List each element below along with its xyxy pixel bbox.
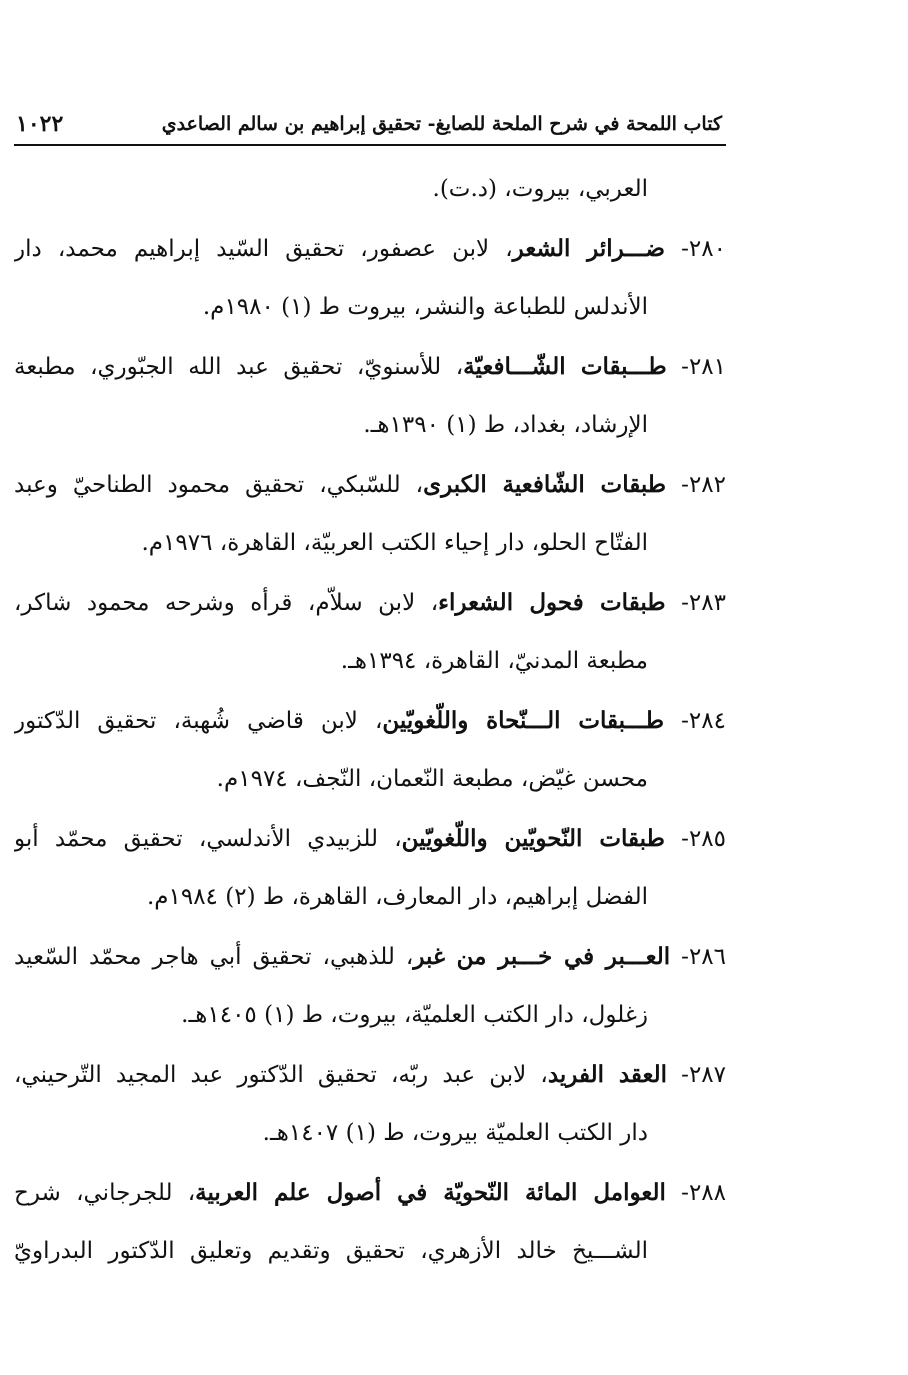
entry-text: ، لابن عبد ربّه، تحقيق الدّكتور عبد المجيد التّرحيني، bbox=[14, 1062, 548, 1088]
entry-text: ، لابن قاضي شُهبة، تحقيق الدّكتور bbox=[14, 708, 383, 734]
entry-first-line bbox=[14, 1045, 726, 1104]
entry-number: ٢٨٦- bbox=[670, 944, 726, 970]
entry-first-line bbox=[14, 691, 726, 750]
entry-continuation-line bbox=[14, 514, 726, 573]
entry-first-line bbox=[14, 337, 726, 396]
entry-text: ، للزبيدي الأندلسي، تحقيق محمّد أبو bbox=[14, 826, 402, 852]
entry-title: طـــبقات الـــنّحاة واللّغويّين bbox=[382, 707, 665, 734]
entry-text: مطبعة المدنيّ، القاهرة، ١٣٩٤هـ. bbox=[340, 648, 648, 674]
entry-text: الفتّاح الحلو، دار إحياء الكتب العربيّة، القاهرة، ١٩٧٦م. bbox=[141, 530, 648, 556]
entry-number: ٢٨٥- bbox=[664, 826, 726, 852]
entry-continuation-line bbox=[14, 632, 726, 691]
entry-continuation-line bbox=[14, 868, 726, 927]
entry-title: العقد الفريد bbox=[547, 1061, 668, 1088]
entry-first-line bbox=[14, 455, 726, 514]
entry-text: ، للسّبكي، تحقيق محمود الطناحيّ وعبد bbox=[14, 472, 424, 498]
entry-number: ٢٨٨- bbox=[665, 1180, 726, 1206]
entry-continuation-line bbox=[14, 1104, 726, 1163]
entry-first-line bbox=[14, 809, 726, 868]
entry-number: ٢٨٢- bbox=[666, 472, 726, 498]
entry-text: ، لابن عصفور، تحقيق السّيد إبراهيم محمد، دار bbox=[14, 236, 513, 262]
entry-title: العوامل المائة النّحويّة في أصول علم العربية bbox=[195, 1179, 666, 1206]
entry-text: دار الكتب العلميّة بيروت، ط (١) ١٤٠٧هـ. bbox=[262, 1120, 648, 1146]
entry-title: العـــبر في خـــبر من غبر bbox=[413, 943, 671, 970]
entry-text: زغلول، دار الكتب العلميّة، بيروت، ط (١) ١٤٠٥هـ. bbox=[181, 1002, 648, 1028]
entry-text: الإرشاد، بغداد، ط (١) ١٣٩٠هـ. bbox=[363, 412, 648, 438]
entry-text: ، للذهبي، تحقيق أبي هاجر محمّد السّعيد bbox=[14, 944, 414, 970]
entry-text: الفضل إبراهيم، دار المعارف، القاهرة، ط (٢) ١٩٨٤م. bbox=[146, 884, 648, 910]
entry-first-line bbox=[14, 1163, 726, 1222]
entry-number: ٢٨٧- bbox=[667, 1062, 726, 1088]
entry-continuation-line bbox=[14, 986, 726, 1045]
page-number: ١٠٢٢ bbox=[16, 111, 64, 137]
entry-text: ، للجرجاني، شرح bbox=[14, 1180, 196, 1206]
entry-first-line bbox=[14, 573, 726, 632]
page-header bbox=[14, 104, 726, 146]
entry-text: الشـــيخ خالد الأزهري، تحقيق وتقديم وتعليق الدّكتور البدراويّ bbox=[14, 1238, 648, 1264]
entry-title: طـــبقات الشّـــافعيّة bbox=[463, 353, 667, 380]
entry-title: طبقات فحول الشعراء bbox=[438, 589, 666, 616]
entry-first-line bbox=[14, 927, 726, 986]
entry-continuation-line bbox=[14, 160, 726, 219]
entry-text: الأندلس للطباعة والنشر، بيروت ط (١) ١٩٨٠م. bbox=[202, 294, 648, 320]
entry-continuation-line bbox=[14, 396, 726, 455]
entry-number: ٢٨١- bbox=[666, 354, 726, 380]
entry-continuation-line bbox=[14, 278, 726, 337]
entry-title: ضـــرائر الشعر bbox=[512, 235, 666, 262]
entry-text: العربي، بيروت، (د.ت). bbox=[432, 176, 648, 202]
entry-title: طبقات النّحويّين واللّغويّين bbox=[401, 825, 665, 852]
entry-first-line bbox=[14, 219, 726, 278]
entry-title: طبقات الشّافعية الكبرى bbox=[423, 471, 667, 498]
entry-number: ٢٨٤- bbox=[664, 708, 726, 734]
bibliography-list bbox=[14, 160, 726, 1281]
entry-continuation-line bbox=[14, 1222, 726, 1281]
entry-number: ٢٨٠- bbox=[665, 236, 726, 262]
entry-number: ٢٨٣- bbox=[665, 590, 726, 616]
entry-text: ، لابن سلاّم، قرأه وشرحه محمود شاكر، bbox=[14, 590, 439, 616]
entry-text: ، للأسنويّ، تحقيق عبد الله الجبّوري، مطبعة bbox=[14, 354, 464, 380]
entry-continuation-line bbox=[14, 750, 726, 809]
header-title: كتاب اللمحة في شرح الملحة للصايغ- تحقيق إبراهيم بن سالم الصاعدي bbox=[161, 113, 722, 135]
entry-text: محسن غيّض، مطبعة النّعمان، النّجف، ١٩٧٤م. bbox=[216, 766, 648, 792]
